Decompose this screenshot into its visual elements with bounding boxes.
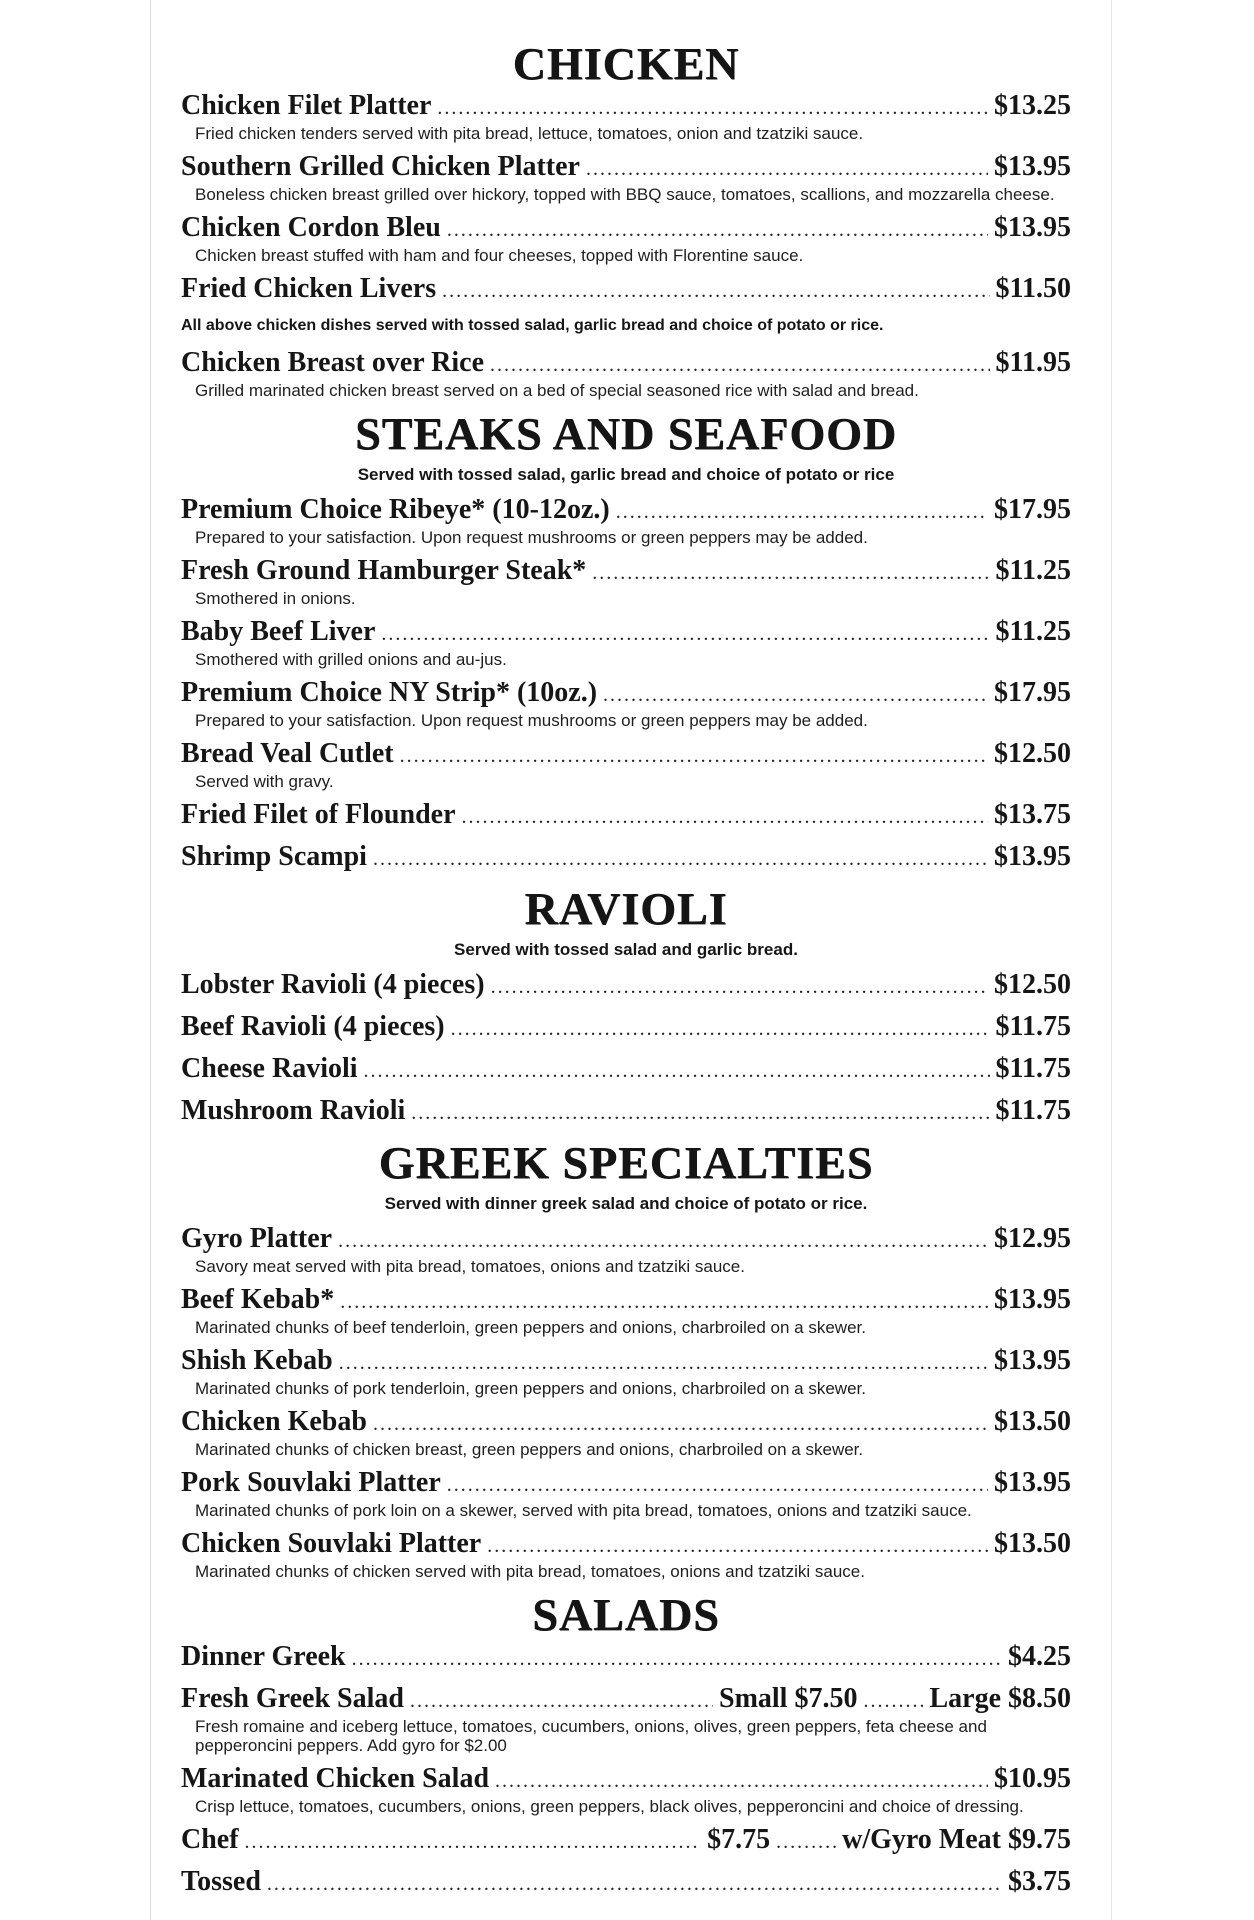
- menu-item: [181, 273, 1071, 307]
- item-price: $13.95: [994, 841, 1071, 872]
- item-name: Chicken Kebab: [181, 1406, 367, 1437]
- leader-dots: [776, 1826, 836, 1858]
- item-price: $11.25: [995, 616, 1071, 647]
- item-price: $13.95: [994, 1284, 1071, 1315]
- item-name: Premium Choice NY Strip* (10oz.): [181, 677, 598, 708]
- item-description: Chicken breast stuffed with ham and four cheeses, topped with Florentine sauce.: [195, 246, 804, 265]
- item-price: $13.95: [994, 212, 1071, 243]
- item-name: Baby Beef Liver: [181, 616, 376, 647]
- section-note: Served with dinner greek salad and choice of potato or rice.: [384, 1194, 868, 1213]
- item-description: Marinated chunks of pork loin on a skewer, served with pita bread, tomatoes, onions and tzatziki sauce.: [195, 1501, 972, 1520]
- menu-item: [181, 969, 1071, 1003]
- section-title-greek: GREEK SPECIALTIES: [378, 1137, 874, 1188]
- item-price: $13.50: [994, 1406, 1071, 1437]
- menu-item: [181, 1824, 1071, 1858]
- item-name: Southern Grilled Chicken Platter: [181, 151, 580, 182]
- leader-dots: [616, 496, 988, 528]
- item-name: Chicken Cordon Bleu: [181, 212, 441, 243]
- item-description: Boneless chicken breast grilled over hickory, topped with BBQ sauce, tomatoes, scallions, and mozzarella cheese.: [195, 185, 1055, 204]
- leader-dots: [340, 1286, 988, 1318]
- item-description: Marinated chunks of pork tenderloin, green peppers and onions, charbroiled on a skewer.: [195, 1379, 866, 1398]
- leader-dots: [245, 1826, 702, 1858]
- leader-dots: [267, 1868, 1002, 1900]
- item-price: $13.95: [994, 1467, 1071, 1498]
- salads-section: [181, 1589, 1071, 1900]
- section-note: Served with tossed salad and garlic bread.: [454, 940, 798, 959]
- item-name: Mushroom Ravioli: [181, 1095, 406, 1126]
- item-name: Gyro Platter: [181, 1223, 333, 1254]
- item-name: Premium Choice Ribeye* (10-12oz.): [181, 494, 610, 525]
- item-description: Smothered in onions.: [195, 589, 356, 608]
- item-price: $13.75: [994, 799, 1071, 830]
- leader-dots: [410, 1685, 713, 1717]
- item-price: $11.75: [995, 1011, 1071, 1042]
- leader-dots: [495, 1765, 988, 1797]
- menu-item: [181, 1641, 1071, 1675]
- menu-item: [181, 1223, 1071, 1276]
- item-description: Grilled marinated chicken breast served on a bed of special seasoned rice with salad and bread.: [195, 381, 919, 400]
- menu-item: [181, 151, 1071, 204]
- item-name: Beef Ravioli (4 pieces): [181, 1011, 445, 1042]
- menu-item: [181, 1467, 1071, 1520]
- item-name: Shish Kebab: [181, 1345, 333, 1376]
- item-price: $13.25: [994, 90, 1071, 121]
- item-name: Beef Kebab*: [181, 1284, 335, 1315]
- section-note: Served with tossed salad, garlic bread and choice of potato or rice: [357, 465, 895, 484]
- steaks-section: [181, 408, 1071, 875]
- item-name: Dinner Greek: [181, 1641, 346, 1672]
- menu-item: [181, 1866, 1071, 1900]
- leader-dots: [339, 1347, 988, 1379]
- item-description: Fried chicken tenders served with pita bread, lettuce, tomatoes, onion and tzatziki sauce.: [195, 124, 864, 143]
- leader-dots: [400, 740, 988, 772]
- item-description: Prepared to your satisfaction. Upon request mushrooms or green peppers may be added.: [195, 711, 868, 730]
- menu-item: [181, 841, 1071, 875]
- leader-dots: [462, 801, 988, 833]
- chicken-section: [181, 38, 1071, 400]
- item-name: Chicken Filet Platter: [181, 90, 432, 121]
- leader-dots: [487, 1530, 988, 1562]
- item-price: $11.25: [995, 555, 1071, 586]
- item-description: Marinated chunks of beef tenderloin, green peppers and onions, charbroiled on a skewer.: [195, 1318, 866, 1337]
- menu-item: [181, 1284, 1071, 1337]
- item-price: $13.95: [994, 151, 1071, 182]
- item-name: Chicken Breast over Rice: [181, 347, 485, 378]
- leader-dots: [603, 679, 988, 711]
- menu-item: [181, 799, 1071, 833]
- leader-dots: [447, 1469, 988, 1501]
- item-price: $13.95: [994, 1345, 1071, 1376]
- menu-item: [181, 1763, 1071, 1816]
- menu-page: [150, 0, 1112, 1920]
- chicken-notice: All above chicken dishes served with tossed salad, garlic bread and choice of potato or rice.: [181, 317, 884, 334]
- menu-item: [181, 1053, 1071, 1087]
- greek-section: [181, 1137, 1071, 1581]
- item-name: Shrimp Scampi: [181, 841, 367, 872]
- leader-dots: [586, 153, 988, 185]
- leader-dots: [442, 275, 989, 307]
- item-name: Chicken Souvlaki Platter: [181, 1528, 482, 1559]
- item-description: Prepared to your satisfaction. Upon request mushrooms or green peppers may be added.: [195, 528, 868, 547]
- item-description: Served with gravy.: [195, 772, 334, 791]
- item-description: Savory meat served with pita bread, tomatoes, onions and tzatziki sauce.: [195, 1257, 745, 1276]
- leader-dots: [863, 1685, 923, 1717]
- chef-price: $7.75: [707, 1824, 771, 1855]
- section-title-steaks: STEAKS AND SEAFOOD: [354, 408, 897, 459]
- item-price: $3.75: [1008, 1866, 1071, 1897]
- leader-dots: [381, 618, 989, 650]
- menu-item: [181, 1011, 1071, 1045]
- item-price: $12.50: [994, 738, 1071, 769]
- item-price: $4.25: [1008, 1641, 1071, 1672]
- menu-item: [181, 1095, 1071, 1129]
- item-name: Tossed: [181, 1866, 261, 1897]
- menu-item: [181, 90, 1071, 143]
- item-name: Bread Veal Cutlet: [181, 738, 394, 769]
- item-name: Lobster Ravioli (4 pieces): [181, 969, 485, 1000]
- leader-dots: [451, 1013, 990, 1045]
- item-name: Marinated Chicken Salad: [181, 1763, 490, 1794]
- large-price: Large $8.50: [929, 1683, 1071, 1714]
- item-price: $12.50: [994, 969, 1071, 1000]
- leader-dots: [338, 1225, 988, 1257]
- item-name: Fried Filet of Flounder: [181, 799, 456, 830]
- item-price: $13.50: [994, 1528, 1071, 1559]
- gyro-price: w/Gyro Meat $9.75: [842, 1824, 1071, 1855]
- item-description: Crisp lettuce, tomatoes, cucumbers, onions, green peppers, black olives, pepperoncini and choice of dressing.: [195, 1797, 1024, 1816]
- item-description: Marinated chunks of chicken breast, green peppers and onions, charbroiled on a skewer.: [195, 1440, 864, 1459]
- item-name: Fresh Greek Salad: [181, 1683, 404, 1714]
- menu-item: [181, 555, 1071, 608]
- menu-item: [181, 1683, 1071, 1755]
- menu-content: [181, 38, 1071, 1908]
- item-name: Chef: [181, 1824, 239, 1855]
- leader-dots: [411, 1097, 989, 1129]
- item-price: $11.95: [995, 347, 1071, 378]
- item-price: $11.75: [995, 1053, 1071, 1084]
- item-price: $17.95: [994, 677, 1071, 708]
- menu-item: [181, 1345, 1071, 1398]
- section-title-chicken: CHICKEN: [512, 38, 740, 89]
- leader-dots: [437, 92, 988, 124]
- item-description: Smothered with grilled onions and au-jus.: [195, 650, 507, 669]
- item-name: Fresh Ground Hamburger Steak*: [181, 555, 587, 586]
- item-price: $11.50: [995, 273, 1071, 304]
- leader-dots: [447, 214, 988, 246]
- leader-dots: [352, 1643, 1002, 1675]
- menu-item: [181, 616, 1071, 669]
- small-price: Small $7.50: [719, 1683, 858, 1714]
- item-name: Fried Chicken Livers: [181, 273, 437, 304]
- leader-dots: [592, 557, 989, 589]
- menu-item: [181, 494, 1071, 547]
- item-price: $11.75: [995, 1095, 1071, 1126]
- leader-dots: [373, 1408, 988, 1440]
- item-description: Fresh romaine and iceberg lettuce, tomatoes, cucumbers, onions, olives, green peppers, feta cheese and pepperoncini peppers. Add gyro for $2.00: [195, 1717, 987, 1755]
- leader-dots: [490, 349, 990, 381]
- item-price: $12.95: [994, 1223, 1071, 1254]
- item-price: $17.95: [994, 494, 1071, 525]
- menu-item: [181, 347, 1071, 400]
- item-name: Pork Souvlaki Platter: [181, 1467, 441, 1498]
- item-price: $10.95: [994, 1763, 1071, 1794]
- item-name: Cheese Ravioli: [181, 1053, 358, 1084]
- item-description: Marinated chunks of chicken served with pita bread, tomatoes, onions and tzatziki sauce.: [195, 1562, 865, 1581]
- section-title-salads: SALADS: [532, 1589, 720, 1640]
- leader-dots: [373, 843, 988, 875]
- menu-item: [181, 1528, 1071, 1581]
- leader-dots: [364, 1055, 990, 1087]
- menu-item: [181, 1406, 1071, 1459]
- menu-item: [181, 212, 1071, 265]
- section-title-ravioli: RAVIOLI: [524, 883, 728, 934]
- ravioli-section: [181, 883, 1071, 1129]
- menu-item: [181, 677, 1071, 730]
- menu-item: [181, 738, 1071, 791]
- leader-dots: [491, 971, 988, 1003]
